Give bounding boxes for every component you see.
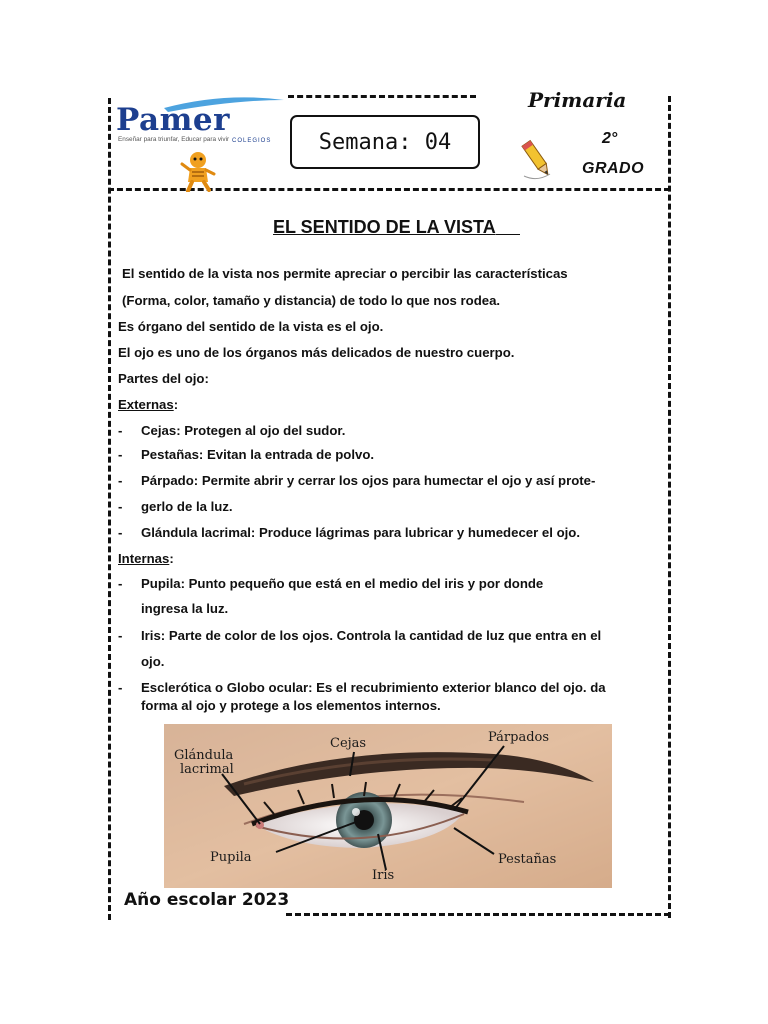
page-title: [273, 217, 520, 238]
frame-left: [108, 98, 111, 920]
frame-bottom: [286, 913, 670, 916]
school-year: Año escolar 2023: [124, 890, 290, 910]
internas-item-esclerotica: Esclerótica o Globo ocular: Es el recubrimiento exterior blanco del ojo. da: [141, 680, 606, 695]
intro-line-2: (Forma, color, tamaño y distancia) de todo lo que nos rodea.: [122, 293, 501, 308]
bullet-marker: -: [118, 680, 123, 695]
bullet-marker: -: [118, 576, 123, 591]
week-box: [290, 115, 480, 169]
level-label: Primaria: [528, 88, 627, 112]
label-glandula-2: lacrimal: [180, 762, 234, 777]
intro-line-4: El ojo es uno de los órganos más delicados de nuestro cuerpo.: [118, 345, 515, 360]
week-label: Semana: 04: [318, 129, 452, 155]
bullet-marker: -: [118, 473, 123, 488]
internas-item-pupila: Pupila: Punto pequeño que está en el medio del iris y por donde: [141, 576, 544, 591]
externas-item-pestanas: Pestañas: Evitan la entrada de polvo.: [141, 447, 375, 462]
logo-name: Pamer: [116, 102, 230, 138]
pencil-icon: [520, 138, 554, 180]
intro-line-3: Es órgano del sentido de la vista es el ojo.: [118, 319, 384, 334]
logo-slogan: Enseñar para triunfar, Educar para vivir: [118, 136, 230, 143]
title-underline-tail: [496, 217, 520, 235]
label-parpados: Párpados: [488, 730, 550, 745]
externas-colon: :: [173, 397, 179, 412]
internas-item-esclerotica-cont: forma al ojo y protege a los elementos internos.: [141, 698, 441, 713]
label-pupila: Pupila: [210, 850, 252, 865]
externas-item-glandula: Glándula lacrimal: Produce lágrimas para lubricar y humedecer el ojo.: [141, 525, 581, 540]
internas-item-iris: Iris: Parte de color de los ojos. Controla la cantidad de luz que entra en el: [141, 628, 602, 643]
label-cejas: Cejas: [330, 736, 367, 751]
grade-number: 2°: [602, 130, 618, 147]
bullet-marker: -: [118, 525, 123, 540]
internas-item-iris-cont: ojo.: [141, 654, 165, 669]
frame-top: [288, 95, 476, 98]
externas-item-cejas: Cejas: Protegen al ojo del sudor.: [141, 423, 346, 438]
intro-line-5: Partes del ojo:: [118, 371, 209, 386]
frame-right: [668, 96, 671, 918]
intro-line-1: El sentido de la vista nos permite apreciar o percibir las características: [122, 266, 568, 281]
internas-item-pupila-cont: ingresa la luz.: [141, 601, 229, 616]
internas-heading-text: Internas: [118, 551, 170, 566]
internas-colon: :: [169, 551, 174, 566]
internas-heading: [118, 551, 174, 566]
grade-word: GRADO: [582, 160, 645, 177]
page-title-text: EL SENTIDO DE LA VISTA: [273, 217, 496, 237]
bullet-marker: -: [118, 628, 123, 643]
bullet-marker: -: [118, 423, 123, 438]
eye-diagram-image: [164, 724, 612, 888]
externas-item-parpado-cont: gerlo de la luz.: [141, 499, 233, 514]
bullet-marker: -: [118, 499, 123, 514]
externas-heading: [118, 397, 178, 412]
label-pestanas: Pestañas: [498, 852, 557, 867]
bullet-marker: -: [118, 447, 123, 462]
tiger-mascot-icon: [178, 150, 218, 192]
label-iris: Iris: [372, 868, 395, 883]
externas-heading-text: Externas: [118, 397, 174, 412]
logo-sub: COLEGIOS: [232, 138, 272, 144]
label-glandula-1: Glándula: [174, 748, 234, 763]
externas-item-parpado: Párpado: Permite abrir y cerrar los ojos para humectar el ojo y así prote-: [141, 473, 596, 488]
